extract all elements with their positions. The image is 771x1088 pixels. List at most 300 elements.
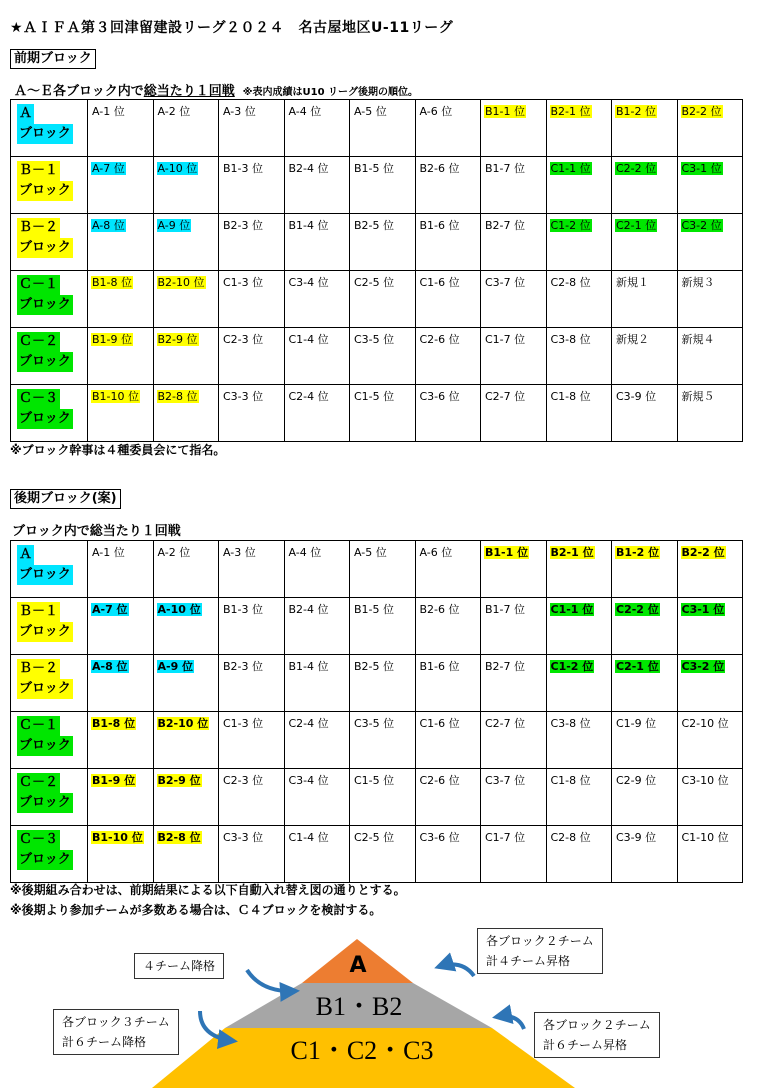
rank-text: C1-1 位 xyxy=(550,603,594,616)
rank-text: A-9 位 xyxy=(157,660,194,673)
rank-text: B1-6 位 xyxy=(419,219,460,232)
second-half-footnote-2: ※後期より参加チームが多数ある場合は、Ｃ４ブロックを検討する。 xyxy=(10,903,382,917)
promotion-relegation-diagram xyxy=(0,925,771,1088)
rank-text: C3-9 位 xyxy=(616,831,657,844)
rank-cell xyxy=(88,100,154,157)
rank-cell xyxy=(612,655,678,712)
rank-text: C1-3 位 xyxy=(223,276,264,289)
rank-text: C2-5 位 xyxy=(354,276,395,289)
rank-text: A-1 位 xyxy=(92,105,125,118)
rank-cell xyxy=(153,769,219,826)
rank-cell xyxy=(284,157,350,214)
rank-text: B1-2 位 xyxy=(616,546,660,559)
rank-cell xyxy=(350,214,416,271)
first-half-heading: 前期ブロック xyxy=(10,49,96,69)
rank-cell xyxy=(612,385,678,442)
rank-cell xyxy=(219,157,285,214)
rank-cell xyxy=(153,826,219,883)
rank-text: C2-3 位 xyxy=(223,333,264,346)
rank-cell xyxy=(219,214,285,271)
rank-cell xyxy=(153,541,219,598)
rank-text: C2-9 位 xyxy=(616,774,657,787)
rank-cell xyxy=(677,712,743,769)
block-label-cell xyxy=(11,712,88,769)
rank-cell xyxy=(284,769,350,826)
rank-text: C1-8 位 xyxy=(550,774,591,787)
rank-text: 新規２ xyxy=(616,333,649,346)
rank-text: A-8 位 xyxy=(92,219,125,232)
rank-text: B2-2 位 xyxy=(681,546,725,559)
rank-text: C3-1 位 xyxy=(681,162,722,175)
rank-text: B1-4 位 xyxy=(288,660,329,673)
rank-text: B1-9 位 xyxy=(92,333,133,346)
rank-cell xyxy=(284,100,350,157)
rank-cell xyxy=(481,655,547,712)
rank-text: A-6 位 xyxy=(419,546,453,559)
rank-cell xyxy=(350,157,416,214)
rank-cell xyxy=(153,271,219,328)
tier-a-label: A xyxy=(349,953,367,978)
block-row xyxy=(11,826,743,883)
rank-text: C3-4 位 xyxy=(288,276,329,289)
rank-cell xyxy=(612,598,678,655)
rank-cell xyxy=(415,598,481,655)
block-label-cell xyxy=(11,157,88,214)
first-half-footnote: ※ブロック幹事は４種委員会にて指名。 xyxy=(10,443,226,457)
rank-text: C1-1 位 xyxy=(550,162,591,175)
callout-bottom-right xyxy=(534,1012,660,1058)
rank-cell xyxy=(415,100,481,157)
rank-cell xyxy=(219,712,285,769)
rank-text: C2-2 位 xyxy=(616,162,657,175)
page-title: ★ＡＩＦＡ第３回津留建設リーグ２０２４ 名古屋地区U-11リーグ xyxy=(10,20,454,36)
rank-text: B2-10 位 xyxy=(157,717,209,730)
rank-text: C2-4 位 xyxy=(288,390,329,403)
block-label-name: Ｃ－３ xyxy=(17,389,60,409)
rank-text: B1-7 位 xyxy=(485,162,526,175)
second-half-table xyxy=(10,540,743,883)
rank-text: C1-4 位 xyxy=(288,831,329,844)
rank-cell xyxy=(415,541,481,598)
rank-cell xyxy=(415,214,481,271)
rank-cell xyxy=(350,826,416,883)
rank-cell xyxy=(481,214,547,271)
rank-text: C3-5 位 xyxy=(354,333,395,346)
rank-text: C2-6 位 xyxy=(419,774,460,787)
rank-cell xyxy=(481,769,547,826)
block-row xyxy=(11,157,743,214)
rank-text: C2-7 位 xyxy=(485,390,526,403)
block-label-cell xyxy=(11,655,88,712)
block-label-cell xyxy=(11,826,88,883)
rank-text: B2-6 位 xyxy=(419,603,460,616)
rank-text: B2-9 位 xyxy=(157,774,201,787)
rank-text: A-3 位 xyxy=(223,546,256,559)
rank-cell xyxy=(415,385,481,442)
callout-top-right-line2: 計４チーム昇格 xyxy=(486,954,571,968)
rank-text: C1-10 位 xyxy=(681,831,729,844)
rank-cell xyxy=(219,271,285,328)
block-label-suffix: ブロック xyxy=(17,793,73,813)
block-row xyxy=(11,712,743,769)
rank-cell xyxy=(153,157,219,214)
rank-cell xyxy=(612,712,678,769)
rank-cell xyxy=(415,655,481,712)
rank-text: B2-6 位 xyxy=(419,162,460,175)
rank-text: C3-9 位 xyxy=(616,390,657,403)
rank-cell xyxy=(153,655,219,712)
rank-text: C2-2 位 xyxy=(616,603,659,616)
callout-bottom-right-line1: 各ブロック２チーム xyxy=(543,1018,651,1032)
rank-text: B2-2 位 xyxy=(681,105,722,118)
rank-cell xyxy=(284,598,350,655)
rank-cell xyxy=(677,157,743,214)
rank-cell xyxy=(546,598,612,655)
rank-text: 新規１ xyxy=(616,276,649,289)
rank-cell xyxy=(546,214,612,271)
rank-text: 新規５ xyxy=(681,390,715,403)
rank-text: C3-3 位 xyxy=(223,390,264,403)
callout-top-right xyxy=(477,928,603,974)
rank-cell xyxy=(350,769,416,826)
rank-text: B1-10 位 xyxy=(92,831,143,844)
rank-cell xyxy=(677,271,743,328)
rank-text: B2-9 位 xyxy=(157,333,198,346)
block-row xyxy=(11,655,743,712)
rank-text: C1-7 位 xyxy=(485,831,526,844)
rank-text: C1-2 位 xyxy=(550,219,591,232)
block-label-name: Ｃ－２ xyxy=(17,773,60,793)
rank-text: A-7 位 xyxy=(92,603,128,616)
block-label-cell xyxy=(11,385,88,442)
rank-text: B2-8 位 xyxy=(157,390,198,403)
rank-text: B2-7 位 xyxy=(485,660,526,673)
rank-cell xyxy=(88,157,154,214)
block-label-cell xyxy=(11,214,88,271)
block-label-cell xyxy=(11,328,88,385)
rank-cell xyxy=(284,214,350,271)
rank-cell xyxy=(153,598,219,655)
rank-text: B2-8 位 xyxy=(157,831,201,844)
rank-text: B2-5 位 xyxy=(354,219,395,232)
rank-text: B1-3 位 xyxy=(223,162,264,175)
rank-cell xyxy=(481,100,547,157)
rank-cell xyxy=(481,271,547,328)
rank-text: C2-6 位 xyxy=(419,333,460,346)
rank-cell xyxy=(88,328,154,385)
rank-cell xyxy=(677,769,743,826)
rank-cell xyxy=(219,598,285,655)
second-half-heading: 後期ブロック(案) xyxy=(10,489,121,509)
rank-text: C1-8 位 xyxy=(550,390,591,403)
rank-cell xyxy=(481,826,547,883)
rank-cell xyxy=(88,385,154,442)
second-half-footnote-1: ※後期組み合わせは、前期結果による以下自動入れ替え図の通りとする。 xyxy=(10,883,406,897)
arrow-relegate-a-icon xyxy=(247,970,296,991)
block-label-name: Ｂ－２ xyxy=(17,218,60,238)
rank-text: B2-5 位 xyxy=(354,660,395,673)
rank-cell xyxy=(677,598,743,655)
rank-text: C1-7 位 xyxy=(485,333,526,346)
rank-cell xyxy=(88,214,154,271)
rank-text: C2-1 位 xyxy=(616,219,657,232)
rank-cell xyxy=(612,328,678,385)
block-label-name: Ｃ－１ xyxy=(17,275,60,295)
rank-text: B1-10 位 xyxy=(92,390,140,403)
block-row xyxy=(11,541,743,598)
first-subtitle-note: ※表内成績はU10 リーグ後期の順位。 xyxy=(242,87,419,98)
callout-bottom-left-line2: 計６チーム降格 xyxy=(62,1035,147,1049)
rank-cell xyxy=(481,712,547,769)
rank-text: A-5 位 xyxy=(354,105,387,118)
rank-cell xyxy=(677,541,743,598)
rank-cell xyxy=(153,712,219,769)
block-label-name: Ａ xyxy=(17,104,34,124)
rank-text: A-4 位 xyxy=(288,546,322,559)
rank-text: A-10 位 xyxy=(157,603,201,616)
rank-text: C3-3 位 xyxy=(223,831,264,844)
rank-text: A-2 位 xyxy=(157,546,191,559)
rank-cell xyxy=(350,712,416,769)
rank-cell xyxy=(415,271,481,328)
rank-text: C1-5 位 xyxy=(354,774,395,787)
rank-text: C1-6 位 xyxy=(419,717,460,730)
rank-text: C1-2 位 xyxy=(550,660,594,673)
rank-cell xyxy=(88,712,154,769)
block-label-name: Ｃ－１ xyxy=(17,716,60,736)
rank-text: B2-4 位 xyxy=(288,603,329,616)
rank-cell xyxy=(677,100,743,157)
rank-text: B1-7 位 xyxy=(485,603,526,616)
rank-text: C3-6 位 xyxy=(419,390,460,403)
rank-cell xyxy=(350,271,416,328)
rank-cell xyxy=(284,712,350,769)
rank-cell xyxy=(612,769,678,826)
rank-text: 新規４ xyxy=(681,333,715,346)
rank-cell xyxy=(350,598,416,655)
block-row xyxy=(11,328,743,385)
block-label-name: Ａ xyxy=(17,545,34,565)
block-label-suffix: ブロック xyxy=(17,736,73,756)
rank-cell xyxy=(415,157,481,214)
rank-text: A-10 位 xyxy=(157,162,198,175)
rank-cell xyxy=(546,157,612,214)
rank-text: B2-1 位 xyxy=(550,105,591,118)
block-label-suffix: ブロック xyxy=(17,238,73,258)
tier-b-label: B1・B2 xyxy=(315,992,403,1021)
second-half-subtitle: ブロック内で総当たり１回戦 xyxy=(12,524,181,539)
block-label-name: Ｂ－１ xyxy=(17,602,60,622)
rank-cell xyxy=(350,385,416,442)
rank-cell xyxy=(546,385,612,442)
block-row xyxy=(11,769,743,826)
first-half-table xyxy=(10,99,743,442)
rank-cell xyxy=(219,385,285,442)
rank-cell xyxy=(219,769,285,826)
callout-top-right-line1: 各ブロック２チーム xyxy=(486,934,594,948)
rank-cell xyxy=(612,100,678,157)
rank-cell xyxy=(284,826,350,883)
rank-cell xyxy=(546,826,612,883)
rank-cell xyxy=(219,100,285,157)
rank-text: C2-3 位 xyxy=(223,774,264,787)
rank-text: C3-10 位 xyxy=(681,774,729,787)
rank-text: C1-5 位 xyxy=(354,390,395,403)
rank-text: B1-4 位 xyxy=(288,219,329,232)
rank-cell xyxy=(350,100,416,157)
rank-cell xyxy=(284,385,350,442)
rank-text: C2-4 位 xyxy=(288,717,329,730)
block-row xyxy=(11,271,743,328)
rank-cell xyxy=(612,157,678,214)
rank-cell xyxy=(88,598,154,655)
rank-text: C2-5 位 xyxy=(354,831,395,844)
rank-text: B1-5 位 xyxy=(354,162,395,175)
rank-cell xyxy=(153,385,219,442)
rank-cell xyxy=(219,826,285,883)
block-label-suffix: ブロック xyxy=(17,352,73,372)
block-label-cell xyxy=(11,271,88,328)
rank-cell xyxy=(284,328,350,385)
rank-cell xyxy=(481,328,547,385)
rank-text: C2-1 位 xyxy=(616,660,659,673)
tier-c-label: C1・C2・C3 xyxy=(290,1036,434,1065)
rank-cell xyxy=(219,328,285,385)
rank-text: C3-2 位 xyxy=(681,219,722,232)
rank-cell xyxy=(88,769,154,826)
block-label-suffix: ブロック xyxy=(17,679,73,699)
rank-text: B1-3 位 xyxy=(223,603,264,616)
rank-cell xyxy=(350,328,416,385)
rank-text: A-3 位 xyxy=(223,105,256,118)
rank-cell xyxy=(546,100,612,157)
block-label-name: Ｂ－２ xyxy=(17,659,60,679)
rank-text: A-5 位 xyxy=(354,546,387,559)
rank-text: C3-7 位 xyxy=(485,774,526,787)
rank-text: C3-8 位 xyxy=(550,717,591,730)
rank-text: C2-8 位 xyxy=(550,276,591,289)
rank-text: C3-6 位 xyxy=(419,831,460,844)
rank-cell xyxy=(546,271,612,328)
rank-cell xyxy=(415,328,481,385)
rank-cell xyxy=(219,655,285,712)
rank-text: A-4 位 xyxy=(288,105,322,118)
rank-cell xyxy=(415,826,481,883)
rank-text: A-9 位 xyxy=(157,219,191,232)
rank-cell xyxy=(284,655,350,712)
rank-cell xyxy=(481,541,547,598)
rank-text: C3-4 位 xyxy=(288,774,329,787)
rank-cell xyxy=(153,100,219,157)
rank-cell xyxy=(677,328,743,385)
rank-text: B1-9 位 xyxy=(92,774,136,787)
rank-text: B1-8 位 xyxy=(92,717,136,730)
block-label-suffix: ブロック xyxy=(17,622,73,642)
rank-cell xyxy=(88,826,154,883)
rank-text: B2-4 位 xyxy=(288,162,329,175)
rank-text: C2-10 位 xyxy=(681,717,729,730)
first-subtitle-underlined: 総当たり１回戦 xyxy=(143,84,235,99)
rank-text: A-6 位 xyxy=(419,105,453,118)
block-label-suffix: ブロック xyxy=(17,295,73,315)
rank-cell xyxy=(677,385,743,442)
rank-cell xyxy=(350,541,416,598)
callout-bottom-left xyxy=(53,1009,179,1055)
rank-cell xyxy=(546,712,612,769)
rank-text: B2-1 位 xyxy=(550,546,594,559)
callout-top-left xyxy=(134,953,224,979)
rank-cell xyxy=(153,214,219,271)
rank-text: A-2 位 xyxy=(157,105,191,118)
rank-cell xyxy=(612,826,678,883)
block-label-name: Ｃ－２ xyxy=(17,332,60,352)
rank-cell xyxy=(677,826,743,883)
rank-cell xyxy=(612,214,678,271)
rank-cell xyxy=(415,769,481,826)
block-row xyxy=(11,214,743,271)
rank-text: B2-3 位 xyxy=(223,219,264,232)
rank-cell xyxy=(546,655,612,712)
rank-cell xyxy=(415,712,481,769)
callout-bottom-left-line1: 各ブロック３チーム xyxy=(62,1015,170,1029)
block-label-name: Ｂ－１ xyxy=(17,161,60,181)
rank-text: C3-2 位 xyxy=(681,660,725,673)
rank-cell xyxy=(677,655,743,712)
rank-text: C3-7 位 xyxy=(485,276,526,289)
rank-text: A-8 位 xyxy=(92,660,128,673)
rank-text: C1-6 位 xyxy=(419,276,460,289)
block-label-cell xyxy=(11,100,88,157)
block-row xyxy=(11,385,743,442)
first-half-subtitle xyxy=(14,80,418,99)
rank-cell xyxy=(153,328,219,385)
rank-cell xyxy=(481,385,547,442)
block-label-suffix: ブロック xyxy=(17,124,73,144)
rank-text: C1-3 位 xyxy=(223,717,264,730)
rank-cell xyxy=(546,328,612,385)
rank-text: C1-4 位 xyxy=(288,333,329,346)
rank-cell xyxy=(284,271,350,328)
rank-cell xyxy=(219,541,285,598)
rank-cell xyxy=(546,541,612,598)
rank-cell xyxy=(284,541,350,598)
rank-cell xyxy=(88,655,154,712)
block-row xyxy=(11,100,743,157)
callout-bottom-right-line2: 計６チーム昇格 xyxy=(543,1038,628,1052)
rank-text: C3-8 位 xyxy=(550,333,591,346)
rank-text: B1-6 位 xyxy=(419,660,460,673)
rank-cell xyxy=(481,157,547,214)
rank-text: A-7 位 xyxy=(92,162,125,175)
block-label-suffix: ブロック xyxy=(17,565,73,585)
rank-text: A-1 位 xyxy=(92,546,125,559)
rank-text: B1-8 位 xyxy=(92,276,133,289)
arrow-promote-b-icon xyxy=(438,964,474,976)
rank-text: C2-8 位 xyxy=(550,831,591,844)
rank-text: B2-10 位 xyxy=(157,276,205,289)
block-label-cell xyxy=(11,769,88,826)
rank-text: B2-7 位 xyxy=(485,219,526,232)
rank-cell xyxy=(612,541,678,598)
block-label-name: Ｃ－３ xyxy=(17,830,60,850)
rank-cell xyxy=(677,214,743,271)
rank-text: B2-3 位 xyxy=(223,660,264,673)
rank-text: B1-1 位 xyxy=(485,546,529,559)
arrow-promote-c-icon xyxy=(496,1016,524,1029)
rank-text: C2-7 位 xyxy=(485,717,526,730)
rank-cell xyxy=(612,271,678,328)
rank-text: C1-9 位 xyxy=(616,717,657,730)
